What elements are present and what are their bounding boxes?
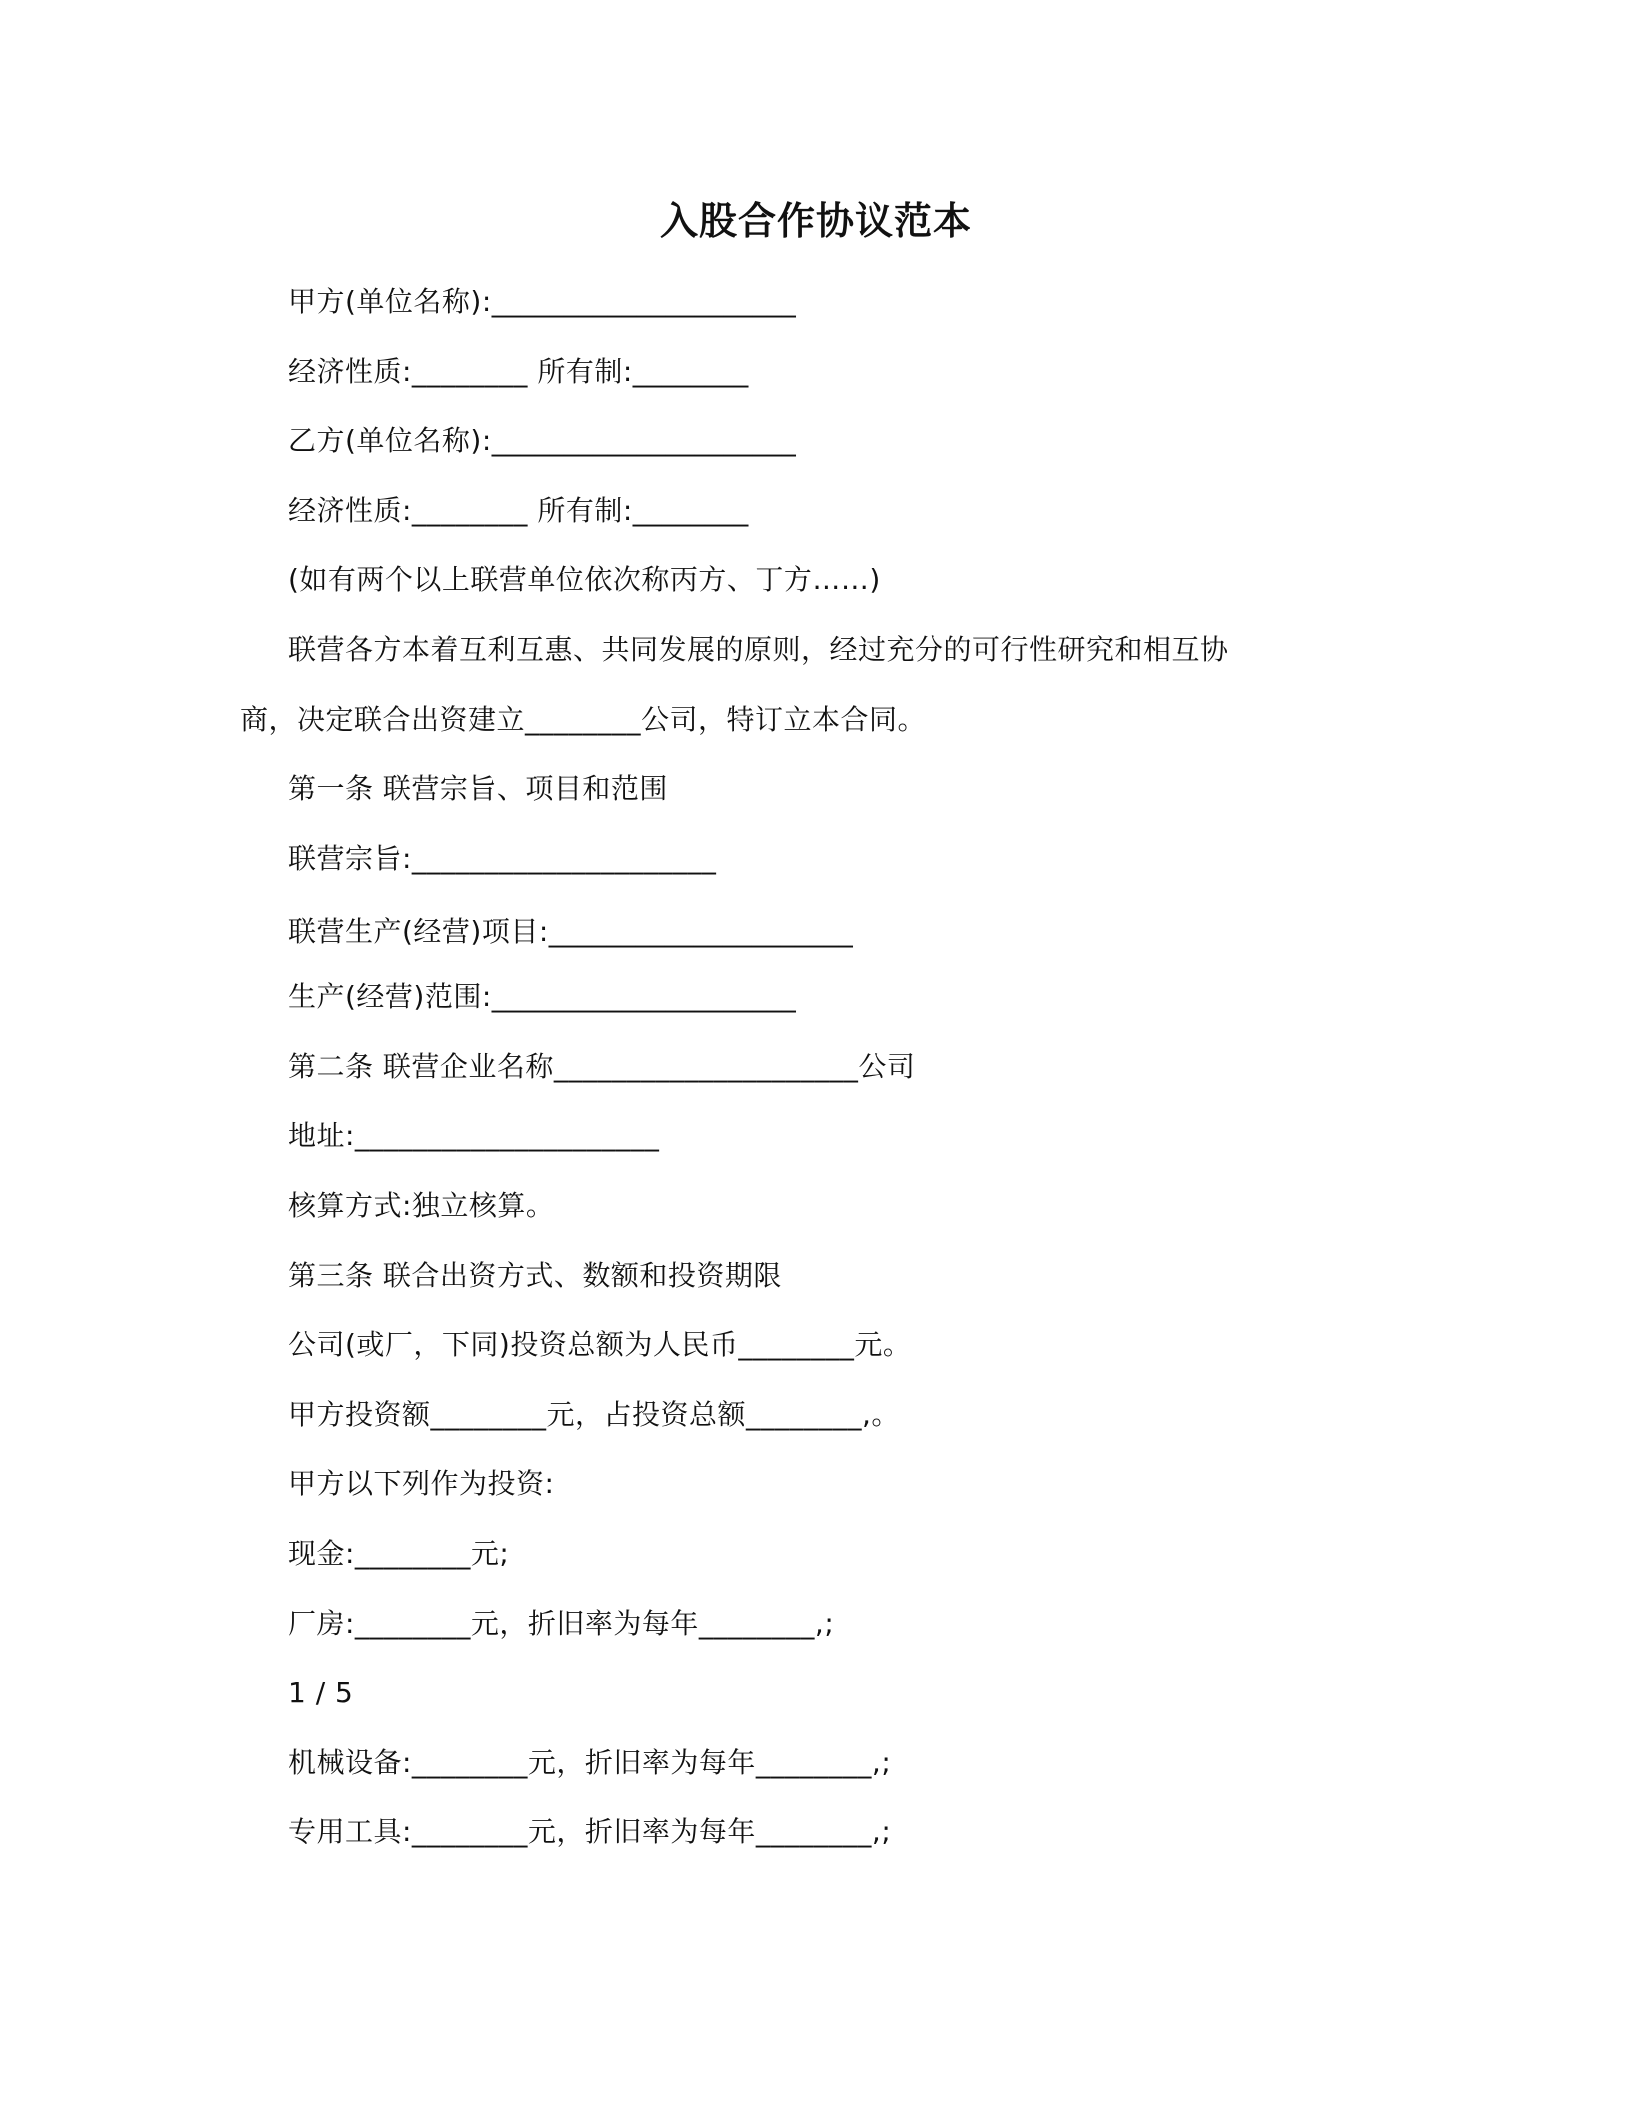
party-a-investment-line: 甲方投资额________元，占投资总额________,。: [288, 1398, 900, 1431]
project-line: 联营生产(经营)项目:_____________________: [288, 915, 854, 948]
total-investment-line: 公司(或厂，下同)投资总额为人民币________元。: [288, 1328, 912, 1361]
party-a-items-intro: 甲方以下列作为投资:: [288, 1467, 555, 1500]
document-title: 入股合作协议范本: [659, 199, 972, 243]
preamble-line-1: 联营各方本着互利互惠、共同发展的原则，经过充分的可行性研究和相互协: [288, 633, 1229, 666]
party-b-name-line: 乙方(单位名称):_____________________: [288, 424, 797, 457]
cash-line: 现金:________元;: [288, 1537, 510, 1570]
plant-line: 厂房:________元，折旧率为每年________,;: [288, 1607, 835, 1640]
page-number: 1 / 5: [288, 1676, 354, 1709]
purpose-line: 联营宗旨:_____________________: [288, 842, 717, 875]
article-1-heading: 第一条 联营宗旨、项目和范围: [288, 772, 668, 805]
preamble-line-2: 商，决定联合出资建立________公司，特订立本合同。: [240, 703, 927, 736]
address-line: 地址:_____________________: [288, 1119, 660, 1152]
additional-parties-note: (如有两个以上联营单位依次称丙方、丁方……): [288, 563, 881, 596]
accounting-line: 核算方式:独立核算。: [288, 1189, 555, 1222]
party-a-name-line: 甲方(单位名称):_____________________: [288, 285, 797, 318]
tools-line: 专用工具:________元，折旧率为每年________,;: [288, 1815, 892, 1848]
party-a-nature-line: 经济性质:________ 所有制:________: [288, 355, 749, 388]
machinery-line: 机械设备:________元，折旧率为每年________,;: [288, 1746, 892, 1779]
article-3-heading: 第三条 联合出资方式、数额和投资期限: [288, 1259, 782, 1292]
party-b-nature-line: 经济性质:________ 所有制:________: [288, 494, 749, 527]
scope-line: 生产(经营)范围:_____________________: [288, 980, 797, 1013]
article-2-heading: 第二条 联营企业名称_____________________公司: [288, 1050, 916, 1083]
